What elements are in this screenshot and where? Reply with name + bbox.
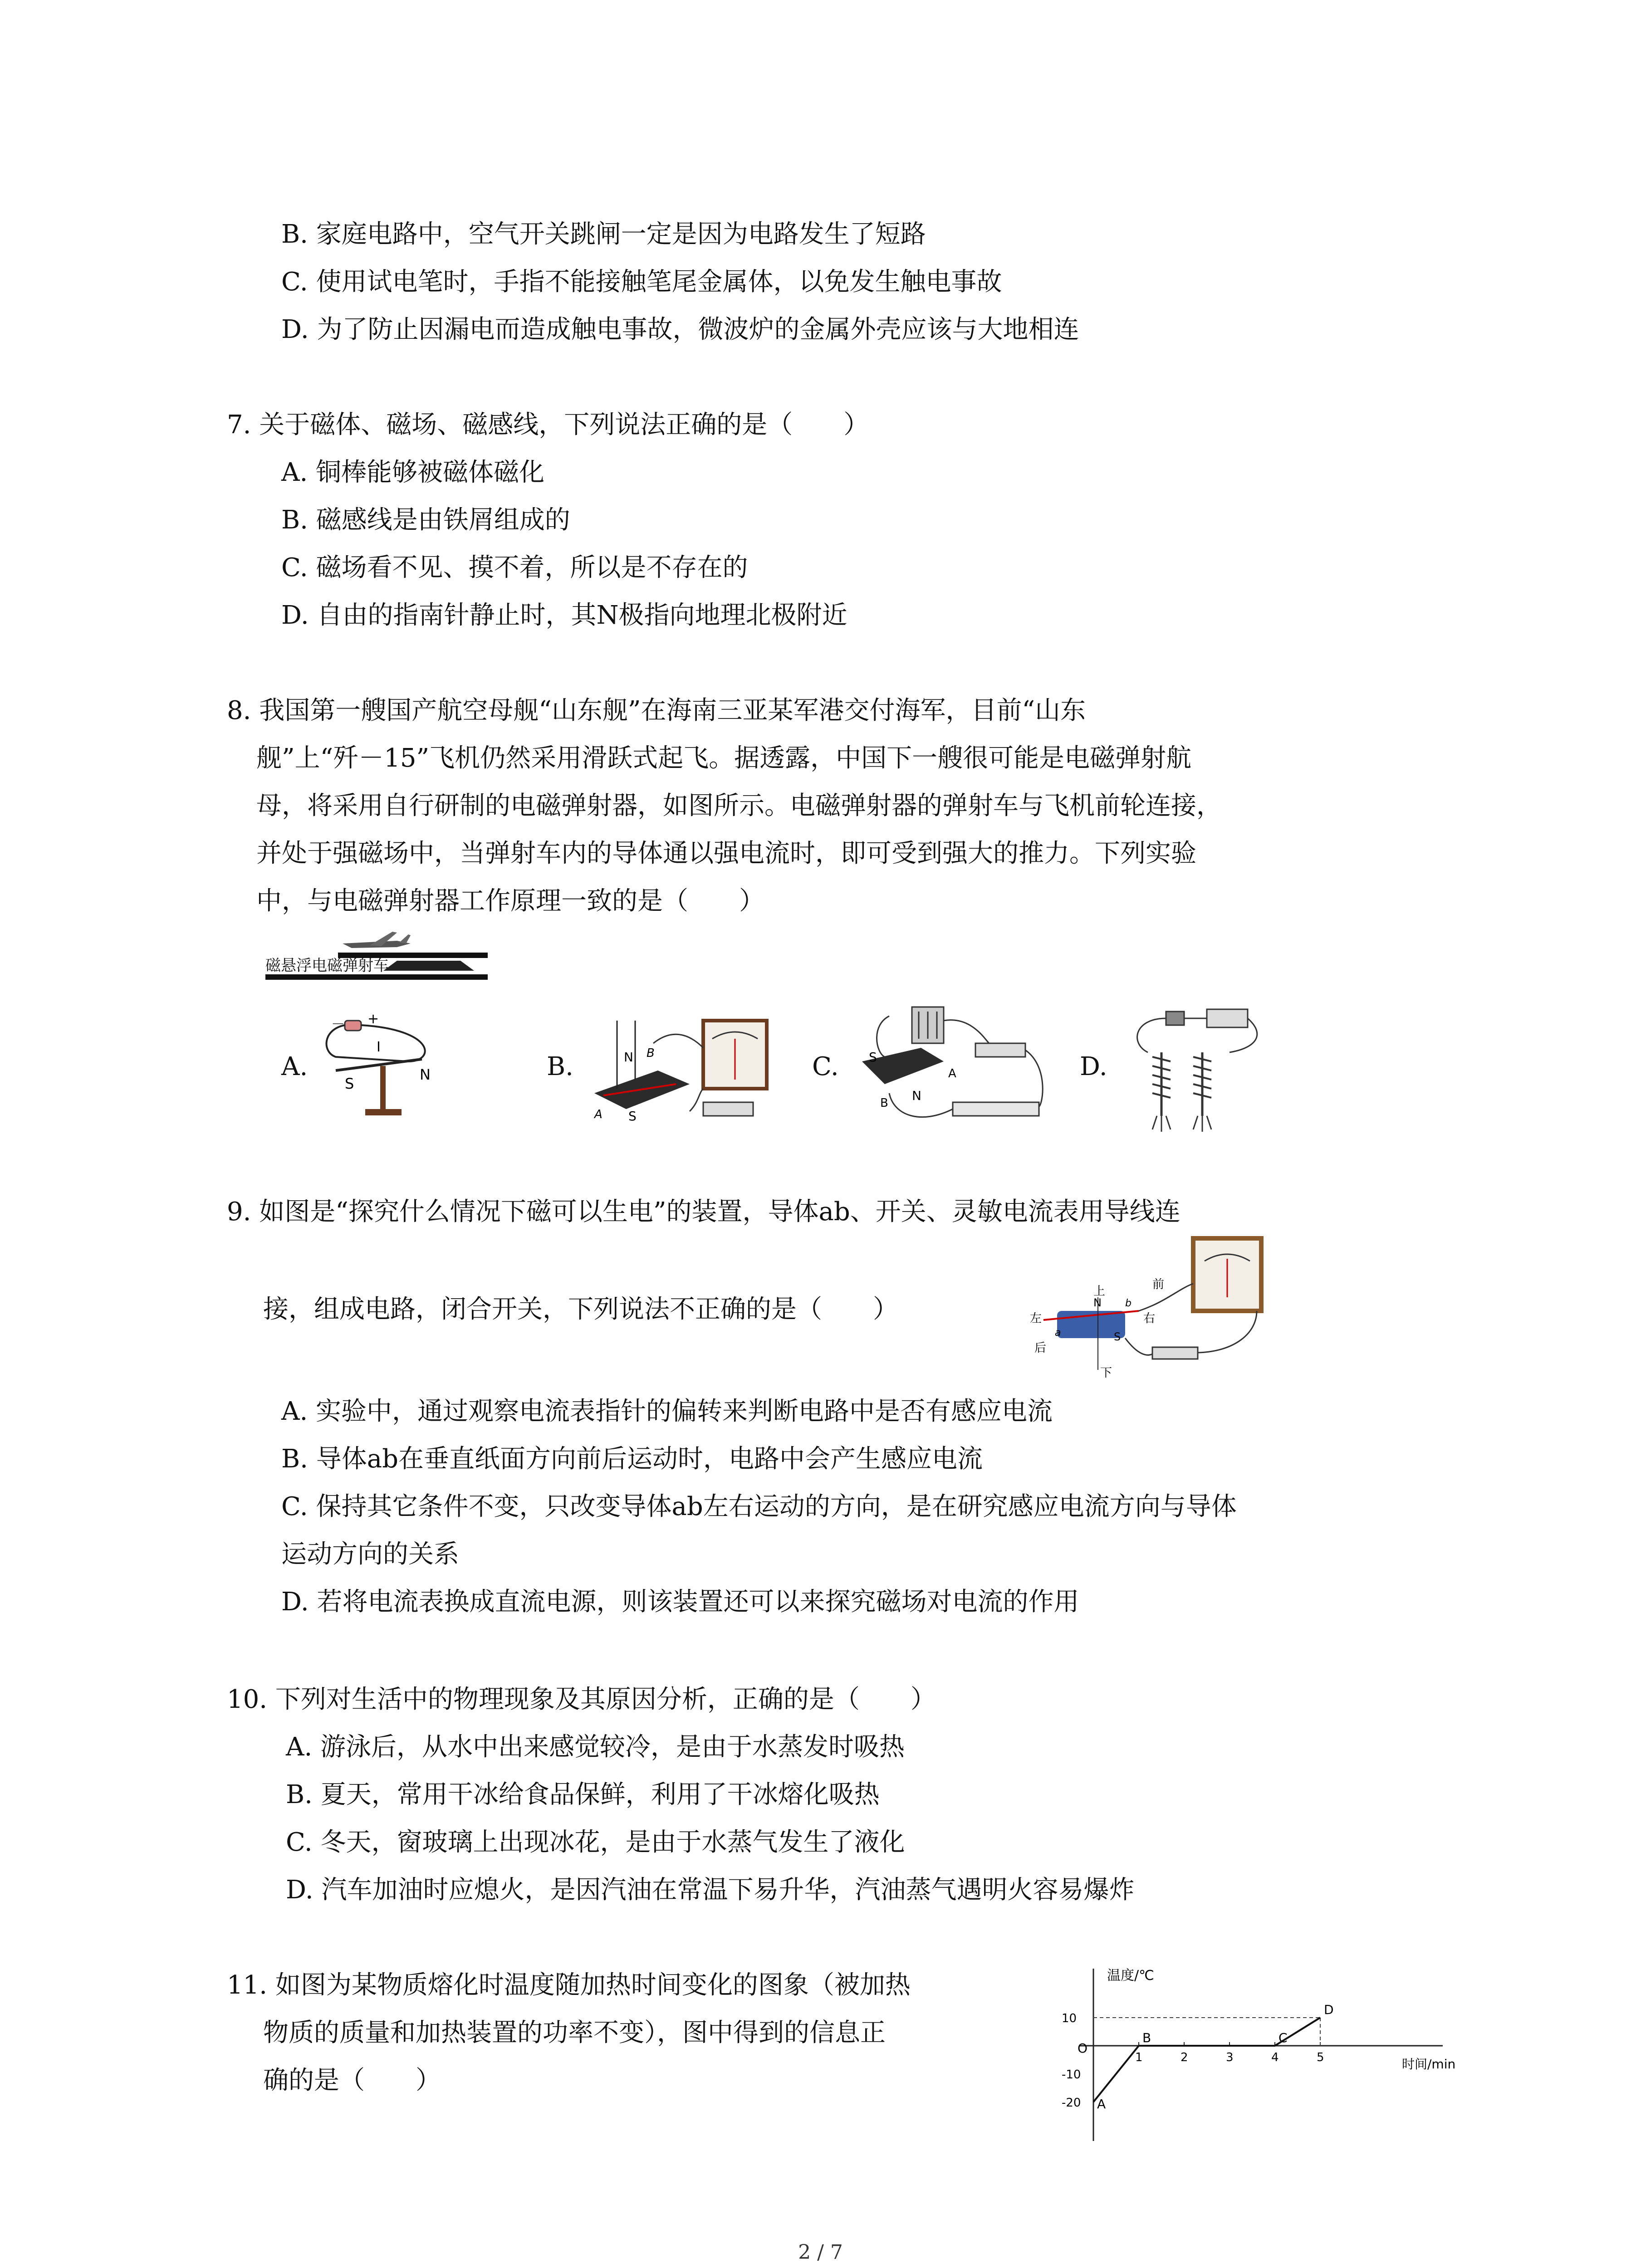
chart-point-label: A [1097, 2097, 1106, 2112]
q9-stem-line-1: 9. 如图是“探究什么情况下磁可以生电”的装置，导体ab、开关、灵敏电流表用导线连 [227, 1197, 1181, 1227]
switch-icon [1207, 1009, 1248, 1027]
chart-y-tick-label: -20 [1062, 2096, 1081, 2110]
q8-option-a-label: A. [281, 1052, 308, 1081]
q8-stem-line-1: 8. 我国第一艘国产航空母舰“山东舰”在海南三亚某军港交付海军，目前“山东 [227, 696, 1086, 725]
electromagnet-left [1152, 1052, 1171, 1132]
fig-q9-a: a [1055, 1327, 1061, 1339]
fig-q9-down: 下 [1100, 1366, 1112, 1379]
fig-a-minus: － [331, 1017, 345, 1032]
fig-q9-up: 上 [1093, 1285, 1106, 1298]
q10-option-b: B. 夏天，常用干冰给食品保鲜，利用了干冰熔化吸热 [286, 1780, 880, 1809]
launch-cart [383, 961, 474, 971]
electromagnet-right [1193, 1052, 1211, 1132]
q6-option-c: C. 使用试电笔时，手指不能接触笔尾金属体，以免发生触电事故 [281, 267, 1002, 297]
switch-icon [703, 1102, 753, 1116]
q11-stem-line-3: 确的是（ ） [263, 2066, 441, 2095]
chart-y-tick-label: -10 [1062, 2068, 1081, 2082]
chart-point-label: D [1324, 2002, 1334, 2017]
chart-y-label: 温度/℃ [1107, 1968, 1154, 1984]
chart-point-label: C [1279, 2030, 1288, 2045]
chart-x-tick-label: 5 [1317, 2051, 1324, 2064]
fig-q9-left: 左 [1030, 1312, 1042, 1325]
battery-icon [345, 1021, 361, 1031]
q9-option-d: D. 若将电流表换成直流电源，则该装置还可以来探究磁场对电流的作用 [281, 1587, 1079, 1617]
compass-needle [336, 1059, 422, 1070]
q8-option-b-figure [585, 1012, 776, 1129]
q10-stem: 10. 下列对生活中的物理现象及其原因分析，正确的是（ ） [227, 1685, 936, 1714]
fig-c-a: A [948, 1067, 956, 1080]
q10-option-d: D. 汽车加油时应熄火，是因汽油在常温下易升华，汽油蒸气遇明火容易爆炸 [286, 1875, 1135, 1905]
q8-option-b-label: B. [547, 1052, 573, 1081]
q9-option-c-line-2: 运动方向的关系 [281, 1540, 459, 1569]
chart-point-label: B [1142, 2030, 1151, 2045]
q6-option-d: D. 为了防止因漏电而造成触电事故，微波炉的金属外壳应该与大地相连 [281, 315, 1079, 344]
q11-stem-line-2: 物质的质量和加热装置的功率不变），图中得到的信息正 [263, 2018, 886, 2048]
q10-option-c: C. 冬天，窗玻璃上出现冰花，是由于水蒸气发生了液化 [286, 1828, 905, 1857]
fig-a-n: N [420, 1066, 431, 1083]
q9-stem-line-2: 接，组成电路，闭合开关，下列说法不正确的是（ ） [263, 1295, 898, 1324]
q8-option-d-label: D. [1080, 1052, 1107, 1081]
fig-b-a: A [594, 1108, 603, 1121]
fig-q9-back: 后 [1034, 1341, 1047, 1355]
fig-c-s: S [869, 1050, 877, 1065]
q11-stem-line-1: 11. 如图为某物质熔化时温度随加热时间变化的图象（被加热 [227, 1970, 911, 2000]
chart-x-tick-label: 1 [1135, 2051, 1143, 2064]
switch-icon [1152, 1347, 1198, 1359]
fig-q9-b: b [1125, 1298, 1132, 1309]
q8-stem-line-4: 并处于强磁场中，当弹射车内的导体通以强电流时，即可受到强大的推力。下列实验 [256, 839, 1196, 868]
q7-option-b: B. 磁感线是由铁屑组成的 [281, 505, 570, 535]
q8-option-c-figure [853, 998, 1053, 1134]
chart-x-tick-label: 4 [1271, 2051, 1279, 2064]
q8-option-a-figure [318, 1012, 454, 1125]
fig-b-n: N [624, 1050, 633, 1065]
catapult-figure [261, 925, 497, 998]
q10-option-a: A. 游泳后，从水中出来感觉较冷，是由于水蒸发时吸热 [286, 1732, 905, 1762]
fig-b-s: S [628, 1109, 637, 1124]
q7-option-a: A. 铜棒能够被磁体磁化 [281, 458, 545, 487]
fig-q9-right: 右 [1143, 1312, 1156, 1325]
q9-option-c-line-1: C. 保持其它条件不变，只改变导体ab左右运动的方向，是在研究感应电流方向与导体 [281, 1492, 1237, 1521]
fig-a-current: I [377, 1039, 381, 1055]
catapult-caption: 磁悬浮电磁弹射车 [265, 957, 389, 975]
fig-q9-n: N [1093, 1296, 1102, 1309]
q9-option-a: A. 实验中，通过观察电流表指针的偏转来判断电路中是否有感应电流 [281, 1397, 1053, 1426]
q8-option-c-label: C. [812, 1052, 839, 1081]
q8-stem-line-2: 舰”上“歼－15”飞机仍然采用滑跃式起飞。据透露，中国下一艘很可能是电磁弹射航 [256, 743, 1192, 773]
chart-origin-label: O [1078, 2041, 1088, 2056]
chart-x-tick-label: 2 [1181, 2051, 1188, 2064]
q9-induction-figure [1030, 1234, 1266, 1379]
fig-b-b: B [647, 1046, 655, 1060]
fig-c-n: N [912, 1088, 921, 1103]
chart-y-tick-label: 10 [1062, 2012, 1077, 2025]
fig-a-plus: + [367, 1012, 379, 1027]
chart-x-tick-label: 3 [1226, 2051, 1234, 2064]
q7-option-c: C. 磁场看不见、摸不着，所以是不存在的 [281, 553, 748, 582]
q7-stem: 7. 关于磁体、磁场、磁感线，下列说法正确的是（ ） [227, 410, 869, 440]
battery-icon [1166, 1012, 1184, 1025]
q9-option-b: B. 导体ab在垂直纸面方向前后运动时，电路中会产生感应电流 [281, 1444, 983, 1474]
q8-option-d-figure [1121, 998, 1266, 1134]
q8-stem-line-5: 中，与电磁弹射器工作原理一致的是（ ） [256, 886, 764, 916]
fig-a-s: S [345, 1075, 354, 1092]
airplane-icon [343, 932, 411, 948]
chart-x-label: 时间/min [1402, 2057, 1456, 2072]
q8-stem-line-3: 母，将采用自行研制的电磁弹射器，如图所示。电磁弹射器的弹射车与飞机前轮连接， [256, 791, 1222, 821]
temperature-time-chart [1053, 1960, 1461, 2150]
fig-q9-s: S [1114, 1330, 1121, 1343]
page-number: 2 / 7 [798, 2241, 843, 2264]
rheostat-icon [953, 1102, 1039, 1116]
switch-icon [975, 1043, 1025, 1057]
fig-q9-front: 前 [1152, 1278, 1165, 1291]
q7-option-d: D. 自由的指南针静止时，其N极指向地理北极附近 [281, 601, 847, 630]
fig-c-b: B [880, 1096, 888, 1110]
q6-option-b: B. 家庭电路中，空气开关跳闸一定是因为电路发生了短路 [281, 220, 926, 249]
